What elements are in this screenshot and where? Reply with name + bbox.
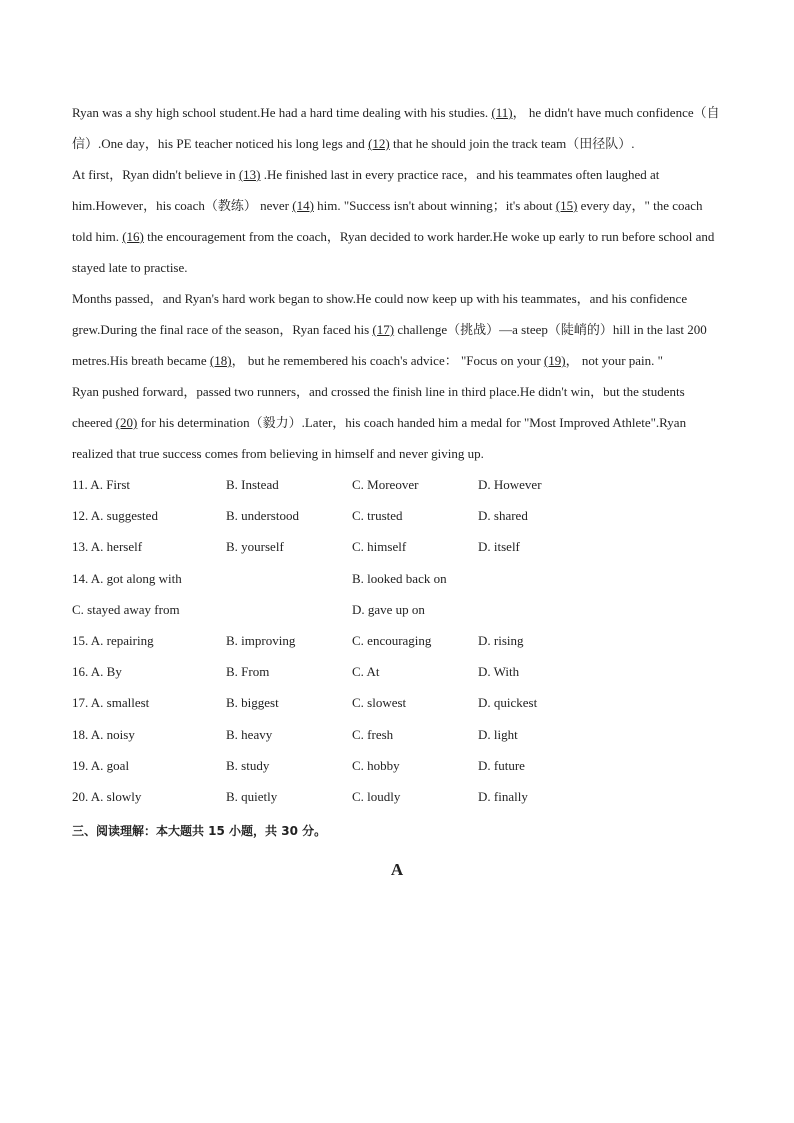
option-row (72, 656, 722, 687)
option-choice: 16. A. By (72, 664, 122, 680)
option-choice: D. gave up on (352, 601, 425, 617)
option-choice: D. light (478, 726, 518, 742)
option-choice: C. hobby (352, 757, 400, 773)
option-choice: D. However (478, 477, 542, 492)
option-choice: C. fresh (352, 726, 394, 742)
blank-number: (20) (115, 415, 138, 430)
passage-paragraph (72, 159, 722, 283)
option-choice: 18. A. noisy (72, 726, 135, 742)
option-choice: B. yourself (226, 539, 284, 555)
option-choice: C. At (352, 664, 380, 680)
option-choice: D. finally (478, 788, 528, 804)
passage-text: ， not your pain. " (565, 353, 663, 368)
option-choice: 15. A. repairing (72, 632, 154, 648)
passage-text: every day，" the coach told him. (72, 198, 703, 244)
option-choice: D. future (478, 757, 525, 773)
option-row (72, 719, 722, 750)
cloze-passage (72, 97, 722, 469)
option-choice: B. biggest (226, 695, 279, 711)
section-heading: 三、阅读理解：本大题共 15 小题，共 30 分。 (72, 824, 327, 839)
option-choice: B. understood (226, 508, 299, 524)
option-row (72, 594, 722, 625)
passage-text: for his determination（毅力）.Later，his coach handed him a medal for "Most Improved Athlete".Ryan realized that true success comes from believing in himself and never giving up. (72, 415, 687, 461)
passage-paragraph (72, 97, 722, 159)
option-choice: 14. A. got along with (72, 570, 182, 586)
blank-number: (15) (555, 198, 578, 213)
option-choice: D. quickest (478, 695, 538, 711)
option-choice: C. loudly (352, 788, 401, 804)
blank-number: (13) (238, 167, 261, 182)
passage-text: the encouragement from the coach，Ryan decided to work harder.He woke up early to run before school and stayed late to practise. (72, 229, 715, 275)
option-choice: B. heavy (226, 726, 273, 742)
option-row (72, 500, 722, 531)
option-choice: B. improving (226, 632, 296, 648)
blank-number: (12) (368, 136, 390, 151)
option-choice: 13. A. herself (72, 539, 143, 555)
option-choice: D. rising (478, 632, 524, 648)
option-choice: B. looked back on (352, 570, 447, 586)
option-choice: 11. A. First (72, 477, 131, 492)
passage-text: .He finished last in every practice race，and his teammates often laughed at him.However，his coach（教练） never (72, 167, 660, 213)
option-choice: C. stayed away from (72, 601, 180, 617)
option-row (72, 469, 722, 500)
option-row (72, 563, 722, 594)
option-choice: 12. A. suggested (72, 508, 158, 524)
answer-options (72, 469, 722, 812)
passage-text: Months passed，and Ryan's hard work began to show.He could now keep up with his teammates，and his confidence grew.During the final race of the season，Ryan faced his (72, 291, 688, 337)
option-choice: C. Moreover (352, 477, 419, 492)
passage-text: ， he didn't have much confidence（自信）.One day，his PE teacher noticed his long legs and (72, 105, 720, 151)
option-choice: 19. A. goal (72, 757, 130, 773)
passage-paragraph (72, 283, 722, 376)
option-row (72, 531, 722, 562)
passage-text: him. "Success isn't about winning；it's about (313, 198, 556, 213)
option-row (72, 625, 722, 656)
passage-text: Ryan pushed forward，passed two runners，and crossed the finish line in third place.He didn't win，but the students cheered (72, 384, 685, 430)
passage-text: challenge（挑战）—a steep（陡峭的）hill in the last 200 metres.His breath became (72, 322, 707, 368)
option-choice: C. encouraging (352, 632, 432, 648)
blank-number: (16) (122, 229, 144, 244)
part-label: A (390, 860, 404, 880)
option-choice: B. From (226, 664, 270, 680)
blank-number: (17) (372, 322, 395, 337)
passage-text: Ryan was a shy high school student.He had a hard time dealing with his studies. (72, 105, 492, 120)
option-choice: C. himself (352, 539, 407, 555)
option-choice: B. quietly (226, 788, 278, 804)
option-choice: B. study (226, 757, 270, 773)
passage-paragraph (72, 376, 722, 469)
passage-text: ， but he remembered his coach's advice： "Focus on your (231, 353, 544, 368)
option-choice: C. slowest (352, 695, 407, 711)
option-choice: D. With (478, 664, 520, 680)
option-choice: D. itself (478, 539, 520, 555)
option-choice: 17. A. smallest (72, 695, 150, 711)
exam-page (72, 97, 722, 880)
option-choice: D. shared (478, 508, 528, 524)
option-choice: B. Instead (226, 477, 279, 492)
option-row (72, 781, 722, 812)
option-row (72, 687, 722, 718)
blank-number: (19) (543, 353, 566, 368)
option-choice: 20. A. slowly (72, 788, 142, 804)
option-choice: C. trusted (352, 508, 403, 524)
passage-text: At first，Ryan didn't believe in (72, 167, 239, 182)
blank-number: (11) (491, 105, 513, 120)
blank-number: (14) (292, 198, 314, 213)
option-row (72, 750, 722, 781)
passage-text: that he should join the track team（田径队）. (389, 136, 635, 151)
blank-number: (18) (209, 353, 232, 368)
